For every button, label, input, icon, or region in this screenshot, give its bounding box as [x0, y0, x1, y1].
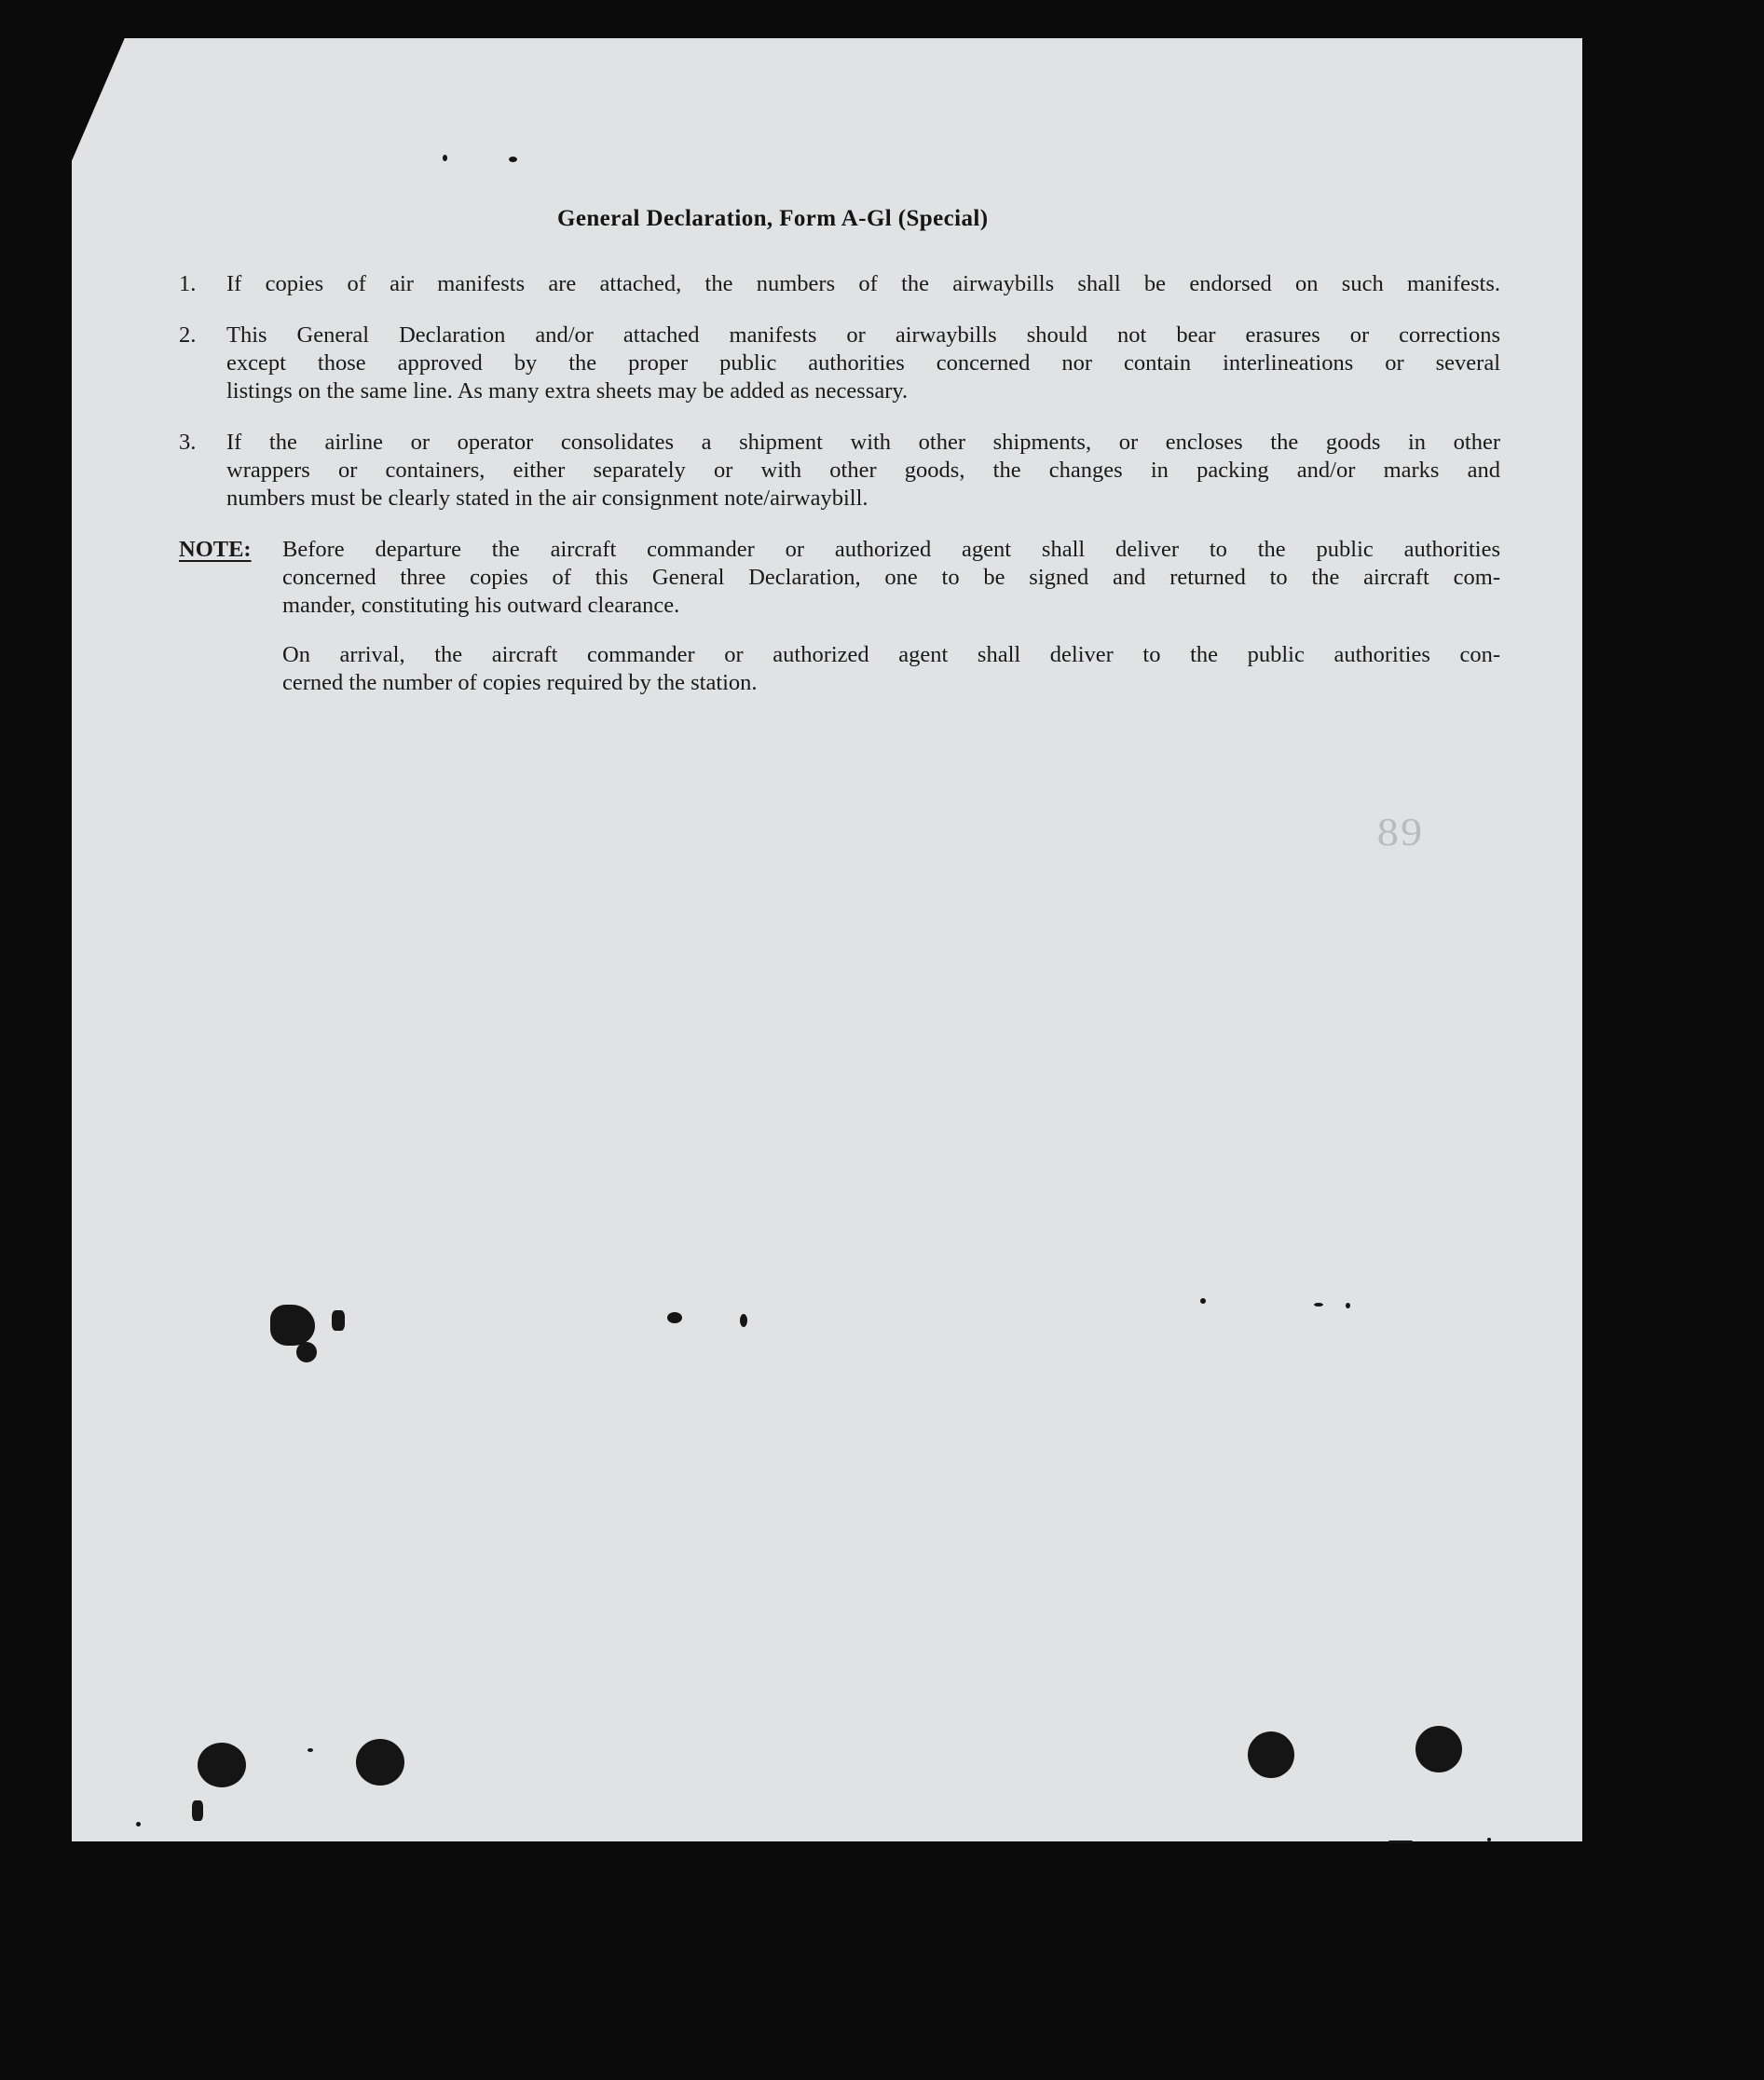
note-line: concerned three copies of this General Declaration, one to be signed and returned to the aircraft com-	[282, 565, 1500, 590]
punch-hole	[198, 1743, 246, 1787]
ink-blot	[270, 1305, 315, 1346]
item-line: wrappers or containers, either separately or with other goods, the changes in packing and/or marks and	[226, 458, 1500, 483]
ink-speck	[443, 155, 447, 161]
note-line: Before departure the aircraft commander or authorized agent shall deliver to the public authorities	[282, 537, 1500, 562]
punch-hole	[1248, 1731, 1294, 1778]
ink-blot	[667, 1312, 682, 1323]
item-text	[226, 270, 1500, 298]
item-line: listings on the same line. As many extra sheets may be added as necessary.	[226, 378, 909, 404]
ink-speck	[1314, 1303, 1323, 1307]
item-text	[226, 429, 1500, 513]
bleed-through-page-number: 89	[1376, 812, 1425, 855]
note-line: On arrival, the aircraft commander or authorized agent shall deliver to the public authorities con-	[282, 642, 1500, 667]
document-title: General Declaration, Form A-Gl (Special)	[557, 206, 989, 231]
ink-blot	[740, 1314, 747, 1327]
item-line: except those approved by the proper public authorities concerned nor contain interlineations or several	[226, 350, 1500, 376]
document-page	[72, 38, 1582, 1841]
punch-hole	[1415, 1726, 1462, 1772]
item-line: numbers must be clearly stated in the air consignment note/airwaybill.	[226, 486, 868, 511]
item-text	[226, 322, 1500, 405]
ink-speck	[1200, 1298, 1206, 1304]
ink-speck	[1487, 1838, 1491, 1841]
note-line: mander, constituting his outward clearance.	[282, 593, 680, 618]
note-paragraph-2	[282, 641, 1500, 697]
ink-speck	[136, 1822, 141, 1827]
punch-hole	[356, 1739, 404, 1786]
item-number: 3.	[179, 430, 197, 455]
ink-speck	[1346, 1303, 1350, 1308]
ink-speck	[1388, 1841, 1413, 1843]
ink-blot	[296, 1342, 317, 1362]
item-line: If the airline or operator consolidates a shipment with other shipments, or encloses the goods in other	[226, 430, 1500, 455]
ink-blot	[192, 1800, 203, 1821]
note-paragraph-1	[282, 536, 1500, 620]
ink-blot	[332, 1310, 345, 1331]
item-number: 1.	[179, 271, 197, 296]
item-line: This General Declaration and/or attached manifests or airwaybills should not bear erasures or corrections	[226, 322, 1500, 348]
note-line: cerned the number of copies required by the station.	[282, 670, 758, 695]
item-line: If copies of air manifests are attached, the numbers of the airwaybills shall be endorsed on such manifests.	[226, 271, 1500, 296]
item-number: 2.	[179, 322, 197, 348]
ink-speck	[308, 1748, 313, 1752]
ink-speck	[509, 157, 517, 162]
note-label: NOTE:	[179, 537, 252, 562]
